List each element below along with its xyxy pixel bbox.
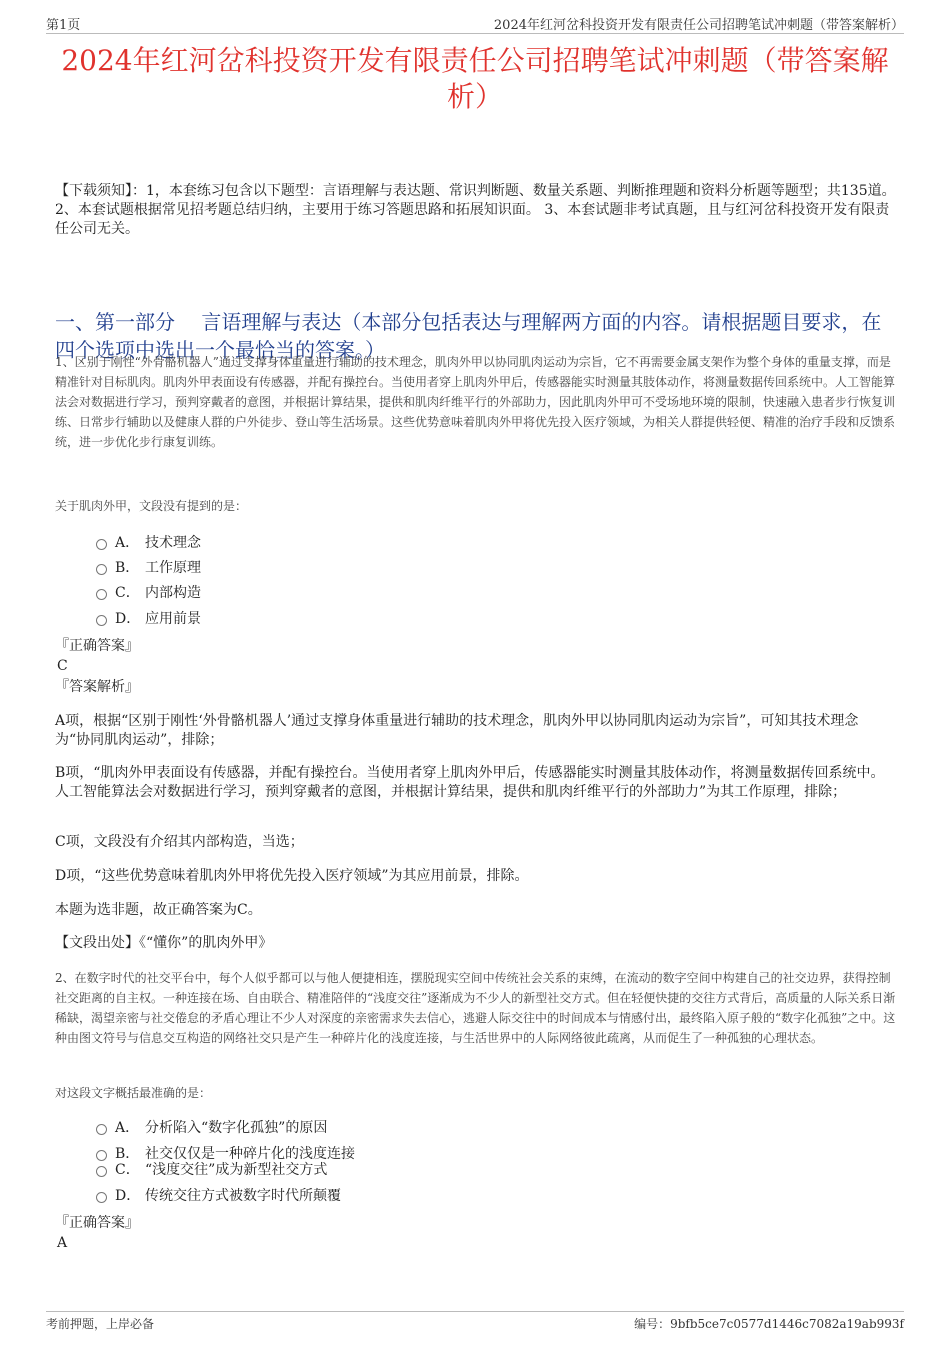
section-title: 一、第一部分 言语理解与表达（本部分包括表达与理解两方面的内容。请根据题目要求，在四个选项中选出一个最恰当的答案。） [55, 310, 882, 362]
q2-option-d[interactable] [96, 1185, 341, 1205]
option-text: 技术理念 [145, 535, 201, 551]
option-text: 社交仅仅是一种碎片化的浅度连接 [145, 1146, 355, 1162]
radio-icon[interactable] [96, 589, 107, 600]
header-divider [46, 33, 904, 34]
option-letter: D． [115, 611, 141, 627]
q1-analysis-a: A项，根据“区别于刚性‘外骨骼机器人’通过支撑身体重量进行辅助的技术理念，肌肉外甲以协同肌肉运动为宗旨”，可知其技术理念为“协同肌肉运动”，排除； [55, 713, 859, 748]
radio-icon[interactable] [96, 1192, 107, 1203]
question-2-passage: 2、在数字时代的社交平台中，每个人似乎都可以与他人便捷相连，摆脱现实空间中传统社会关系的束缚，在流动的数字空间中构建自己的社交边界，获得控制社交距离的自主权。一种连接在场、自由联合、精准陪伴的“浅度交往”逐渐成为不少人的新型社交方式。但在轻便快捷的交往方式背后，高质量的人际关系日渐稀缺，渴望亲密与社交倦怠的矛盾心理让不少人对深度的亲密需求失去信心，逃避人际交往中的时间成本与情感付出，最终陷入原子般的“数字化孤独”之中。这种由图文符号与信息交互构造的网络社交只是产生一种碎片化的浅度连接，与生活世界中的人际网络彼此疏离，从而促生了一种孤独的心理状态。 [55, 971, 896, 1045]
radio-icon[interactable] [96, 1166, 107, 1177]
option-text: 内部构造 [145, 585, 201, 601]
q2-answer-label: 『正确答案』 [55, 1215, 139, 1231]
footer-divider [46, 1311, 904, 1312]
option-letter: A． [115, 1120, 140, 1136]
option-letter: B． [115, 1146, 140, 1162]
radio-icon[interactable] [96, 539, 107, 550]
q1-analysis-conclusion: 本题为选非题，故正确答案为C。 [55, 902, 262, 918]
q1-option-a[interactable] [96, 532, 201, 552]
question-2-stem: 对这段文字概括最准确的是： [55, 1086, 212, 1100]
q1-option-b[interactable] [96, 557, 201, 577]
q1-analysis-b: B项，“肌肉外甲表面设有传感器，并配有操控台。当使用者穿上肌肉外甲后，传感器能实时测量其肢体动作，将测量数据传回系统中。人工智能算法会对数据进行学习，预判穿戴者的意图，并根据计算结果，提供和肌肉纤维平行的外部助力”为其工作原理，排除； [55, 765, 885, 800]
q1-answer-value: C [57, 658, 68, 674]
radio-icon[interactable] [96, 1124, 107, 1135]
header-doc-title: 2024年红河岔科投资开发有限责任公司招聘笔试冲刺题（带答案解析） [493, 18, 904, 33]
option-text: 分析陷入“数字化孤独”的原因 [145, 1120, 328, 1136]
page-title: 2024年红河岔科投资开发有限责任公司招聘笔试冲刺题（带答案解析） [61, 44, 889, 113]
q1-analysis-c: C项，文段没有介绍其内部构造，当选； [55, 834, 304, 850]
question-1-passage: 1、区别于刚性“外骨骼机器人”通过支撑身体重量进行辅助的技术理念，肌肉外甲以协同肌肉运动为宗旨，它不再需要金属支架作为整个身体的重量支撑，而是精准针对目标肌肉。肌肉外甲表面设有传感器，并配有操控台。当使用者穿上肌肉外甲后，传感器能实时测量其肢体动作，将测量数据传回系统中。人工智能算法会对数据进行学习，预判穿戴者的意图，并根据计算结果，提供和肌肉纤维平行的外部助力，因此肌肉外甲可不受场地环境的限制，快速融入患者步行恢复训练、日常步行辅助以及健康人群的户外徒步、登山等生活场景。这些优势意味着肌肉外甲将优先投入医疗领域，为相关人群提供轻便、精准的治疗手段和反馈系统，进一步优化步行康复训练。 [55, 355, 896, 449]
option-letter: B． [115, 560, 140, 576]
q2-option-a[interactable] [96, 1117, 327, 1137]
q1-source: 【文段出处】《“懂你”的肌肉外甲》 [55, 935, 273, 951]
q2-option-c[interactable] [96, 1159, 327, 1179]
q1-option-c[interactable] [96, 582, 201, 602]
radio-icon[interactable] [96, 564, 107, 575]
q2-answer-value: A [57, 1235, 68, 1251]
option-letter: A． [115, 535, 140, 551]
option-letter: C． [115, 1162, 140, 1178]
radio-icon[interactable] [96, 615, 107, 626]
footer-slogan: 考前押题，上岸必备 [46, 1317, 155, 1331]
option-letter: C． [115, 585, 140, 601]
option-text: 传统交往方式被数字时代所颠覆 [145, 1188, 341, 1204]
option-text: “浅度交往”成为新型社交方式 [145, 1162, 328, 1178]
download-notice: 【下载须知】：1，本套练习包含以下题型：言语理解与表达题、常识判断题、数量关系题、判断推理题和资料分析题等题型；共135道。 2、本套试题根据常见招考题总结归纳，主要用于练习答题思路和拓展知识面。 3、本套试题非考试真题，且与红河岔科投资开发有限责任公司无关。 [55, 183, 896, 237]
question-1-stem: 关于肌肉外甲，文段没有提到的是： [55, 499, 248, 513]
option-letter: D． [115, 1188, 141, 1204]
q1-analysis-d: D项，“这些优势意味着肌肉外甲将优先投入医疗领域”为其应用前景，排除。 [55, 868, 529, 884]
q1-option-d[interactable] [96, 608, 201, 628]
option-text: 工作原理 [145, 560, 201, 576]
footer-doc-id: 编号：9bfb5ce7c0577d1446c7082a19ab993f [634, 1317, 904, 1331]
option-text: 应用前景 [145, 611, 201, 627]
page-number: 第1页 [46, 18, 81, 33]
q1-analysis-label: 『答案解析』 [55, 679, 139, 695]
q1-answer-label: 『正确答案』 [55, 638, 139, 654]
